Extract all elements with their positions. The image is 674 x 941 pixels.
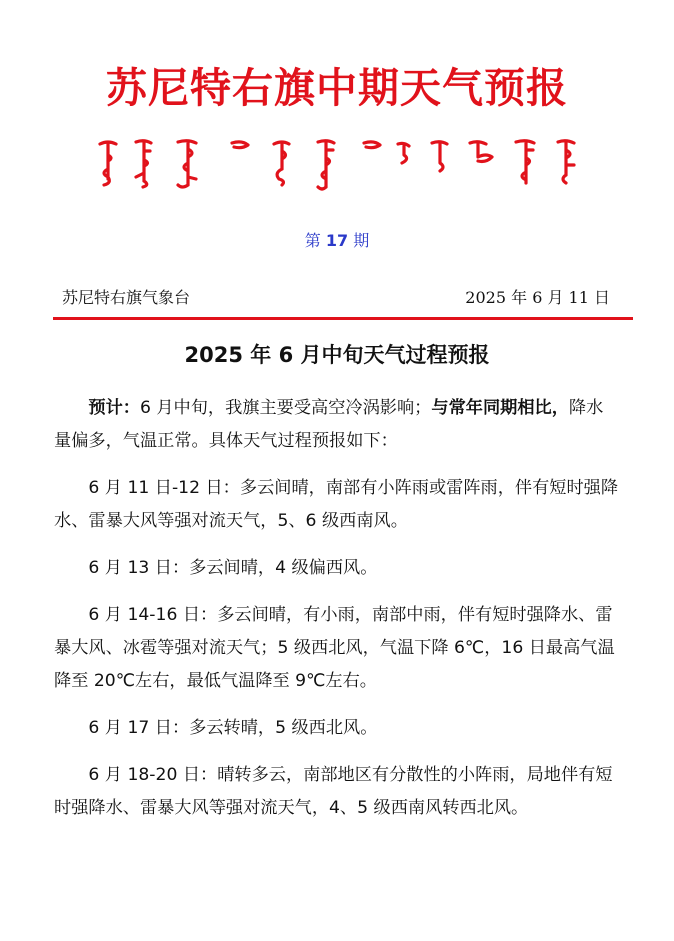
publication-date: 2025 年 6 月 11 日 [465,288,610,307]
summary-emphasis: 与常年同期相比， [431,398,569,418]
forecast-period-date: 6 月 13 日： [88,558,190,578]
agency-name: 苏尼特右旗气象台 [62,288,191,307]
issue-suffix: 期 [353,231,370,250]
summary-text-2: 降水量偏多，气温正常。具体天气过程预报如下： [54,398,604,451]
issue-number-value: 17 [325,231,349,250]
forecast-period-text: 多云转晴，5 级西北风。 [189,718,378,738]
forecast-period-text: 多云间晴，4 级偏西风。 [189,558,378,578]
summary-label: 预计： [88,398,140,418]
forecast-period [54,552,620,585]
mongolian-script-title [96,127,580,197]
summary-paragraph [54,392,620,458]
summary-text-1: 6 月中旬，我旗主要受高空冷涡影响； [139,398,432,418]
forecast-period-date: 6 月 14-16 日： [88,605,218,625]
forecast-period [54,599,620,698]
document-body [54,392,620,839]
masthead-title: 苏尼特右旗中期天气预报 [106,64,568,112]
forecast-period-date: 6 月 17 日： [88,718,190,738]
issue-number [0,229,674,253]
forecast-period-text: 多云间晴，南部有小阵雨或雷阵雨，伴有短时强降水、雷暴大风等强对流天气，5、6 级西南风。 [54,478,619,531]
forecast-period-date: 6 月 18-20 日： [88,765,218,785]
forecast-period [54,759,620,825]
forecast-period [54,712,620,745]
forecast-period [54,472,620,538]
document-title: 2025 年 6 月中旬天气过程预报 [184,343,490,367]
forecast-period-text: 多云间晴，有小雨，南部中雨，伴有短时强降水、雷暴大风、冰雹等强对流天气；5 级西北风，气温下降 6℃，16 日最高气温降至 20℃左右，最低气温降至 9℃左右。 [54,605,615,691]
header-divider [53,317,633,320]
forecast-period-date: 6 月 11 日-12 日： [88,478,240,498]
masthead-meta-row [62,285,610,311]
issue-prefix: 第 [304,231,321,250]
forecast-period-text: 晴转多云，南部地区有分散性的小阵雨，局地伴有短时强降水、雷暴大风等强对流天气，4、5 级西南风转西北风。 [54,765,613,818]
